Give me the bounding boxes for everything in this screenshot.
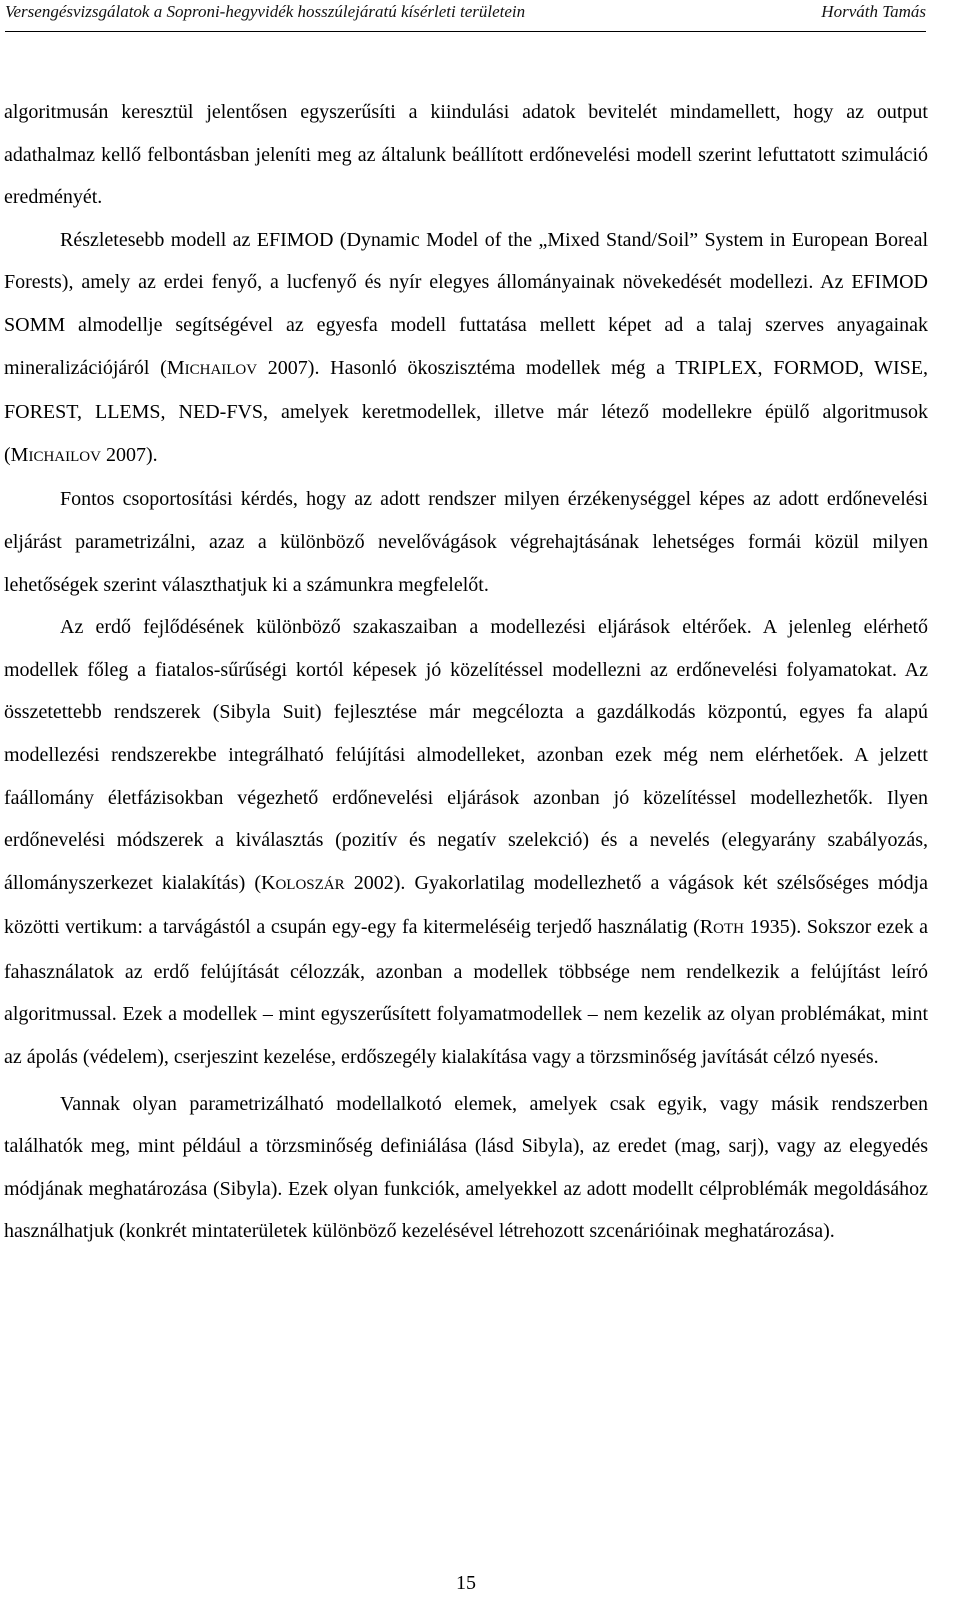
citation-author-smallcaps: OTH [713, 921, 744, 938]
paragraph-4-text-a: Az erdő fejlődésének különböző szakaszaiban a modellezési eljárások eltérőek. A jelenleg elérhető modellek főleg a fiatalos-sűrűségi kortól képesek jó közelítéssel modellezni az erdőnevelési folyamatokat. Az összetettebb rendszerek (Sibyla Suit) fejlesztése már megcélozta a gazdálkodás központú, egyes fa alapú modellezési rendszerekbe integrálható felújítási almodelleket, azonban ezek még nem elérhetőek. A jelzett faállomány életfázisokban végezhető erdőnevelési eljárások azonban jó közelítéssel modellezhetők. Ilyen erdőnevelési módszerek a kiválasztás (pozitív és negatív szelekció) és a nevelés (elegyarány szabályozás, állományszerkezet kialakítás) (K [4, 616, 928, 894]
citation-author-smallcaps: ICHAILOV [28, 448, 101, 465]
paragraph-2 [4, 219, 928, 479]
citation-author-smallcaps: OLOSZÁR [275, 876, 345, 893]
paragraph-3-text: Fontos csoportosítási kérdés, hogy az adott rendszer milyen érzékenységgel képes az adott erdőnevelési eljárást parametrizálni, azaz a különböző nevelővágások végrehajtásának lehetséges formái közül milyen lehetőségek szerint választhatjuk ki a számunkra megfelelőt. [4, 488, 928, 596]
running-header [5, 0, 926, 32]
header-author: Horváth Tamás [821, 2, 926, 21]
paragraph-4-text-b: 2002). Gyakorlatilag modellezhető a vágások két szélsőséges módja közötti vertikum: a tarvágástól a csupán egy-egy fa kitermeléséig terjedő használatig (R [4, 871, 929, 939]
paragraph-1 [4, 91, 928, 219]
paragraph-3 [4, 478, 928, 606]
paragraph-2-text-b: 2007). Hasonló ökoszisztéma modellek még a TRIPLEX, FORMOD, WISE, FOREST, LLEMS, NED-FVS, amelyek keretmodellek, illetve már létező modellekre épülő algoritmusok (M [4, 356, 929, 466]
header-title: Versengésvizsgálatok a Soproni-hegyvidék hosszúlejáratú kísérleti területein [5, 2, 526, 21]
paragraph-5 [4, 1083, 928, 1253]
paragraph-1-text: algoritmusán keresztül jelentősen egyszerűsíti a kiindulási adatok bevitelét mindamellett, hogy az output adathalmaz kellő felbontásban jeleníti meg az általunk beállított erdőnevelési modell szerint lefuttatott szimuláció eredményét. [4, 101, 928, 209]
paragraph-2-text-c: 2007). [100, 443, 158, 466]
citation-author-smallcaps: ICHAILOV [184, 361, 258, 378]
document-body [4, 91, 928, 1253]
paragraph-5-text: Vannak olyan parametrizálható modellalkotó elemek, amelyek csak egyik, vagy másik rendszerben találhatók meg, mint például a törzsminőség definiálása (lásd Sibyla), az eredet (mag, sarj), vagy az elegyedés módjának meghatározása (Sibyla). Ezek olyan funkciók, amelyekkel az adott modellt célproblémák megoldásához használhatjuk (konkrét mintaterületek különböző kezelésével létrehozott szcenárióinak meghatározása). [4, 1092, 928, 1243]
paragraph-2-text-a: Részletesebb modell az EFIMOD (Dynamic Model of the „Mixed Stand/Soil” System in European Boreal Forests), amely az erdei fenyő, a lucfenyő és nyír elegyes állományainak növekedését modellezi. Az EFIMOD SOMM almodellje segítségével az egyesfa modell futtatása mellett képet ad a talaj szerves anyagainak mineralizációjáról (M [4, 228, 928, 379]
paragraph-4-text-c: 1935). Sokszor ezek a fahasználatok az erdő felújítását célozzák, azonban a modellek többsége nem rendelkezik a felújítást leíró algoritmussal. Ezek a modellek – mint egyszerűsített folyamatmodellek – nem kezelik az olyan problémákat, mint az ápolás (védelem), cserjeszint kezelése, erdőszegély kialakítása vagy a törzsminőség javítását célzó nyesés. [4, 916, 928, 1069]
page-number: 15 [456, 1572, 476, 1594]
paragraph-4 [4, 606, 928, 1079]
